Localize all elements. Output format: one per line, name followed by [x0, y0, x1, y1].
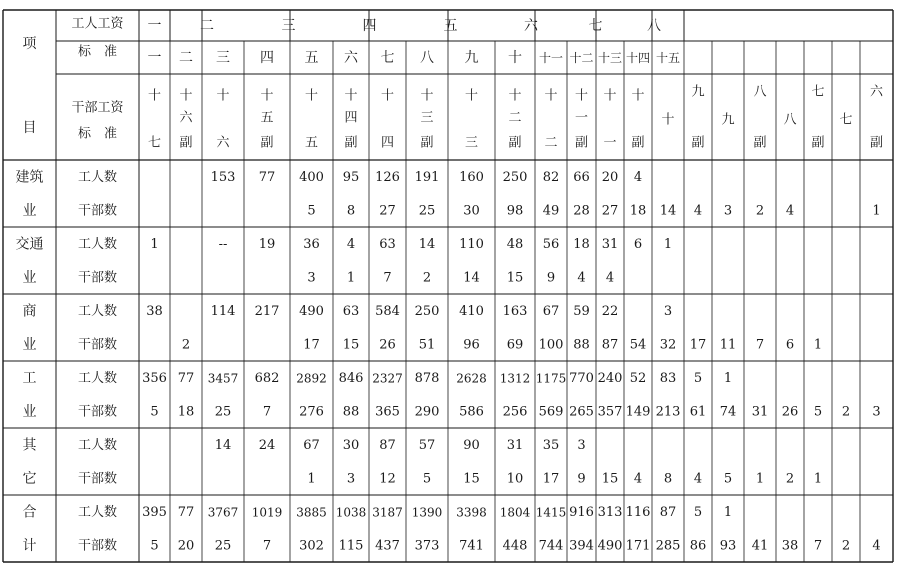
cadres-row-label: 干部数 — [77, 203, 118, 219]
cadre-grade-header: 十 — [147, 88, 162, 104]
sector-name: 业 — [22, 270, 37, 286]
sector-name: 建筑 — [15, 169, 44, 186]
cadre-count-cell: 4 — [605, 270, 615, 286]
cadre-count-cell: 6 — [785, 337, 795, 353]
cadre-count-cell: 5 — [307, 203, 316, 219]
cadres-row-label: 干部数 — [77, 404, 118, 420]
worker-grade-header: 一 — [147, 18, 162, 34]
cadre-count-cell: 20 — [177, 538, 195, 554]
worker-count-cell: 1019 — [251, 505, 283, 520]
worker-count-cell: 410 — [459, 304, 484, 319]
cadre-count-cell: 437 — [375, 538, 400, 554]
cadre-grade-header: 十 — [631, 88, 645, 104]
cadres-row-label: 干部数 — [77, 538, 118, 554]
worker-count-cell: 57 — [418, 438, 436, 453]
worker-count-cell: 20 — [601, 170, 619, 185]
cadre-count-cell: 5 — [422, 471, 432, 487]
worker-count-cell: 1 — [723, 371, 733, 386]
worker-count-cell: 87 — [659, 505, 677, 520]
worker-count-cell: 5 — [693, 505, 703, 520]
cadre-count-cell: 1 — [346, 270, 356, 286]
cadre-count-cell: 15 — [601, 471, 619, 487]
worker-count-cell: 1415 — [535, 505, 567, 520]
worker-count-cell: 95 — [342, 170, 360, 185]
cadre-count-cell: 15 — [342, 337, 360, 353]
cadre-grade-header: 副 — [344, 135, 358, 151]
cadre-count-cell: 96 — [463, 337, 480, 353]
worker-count-cell: 163 — [502, 304, 528, 319]
worker-count-cell: 59 — [573, 304, 590, 319]
worker-count-cell: 52 — [629, 371, 647, 386]
cadre-grade-header: 十 — [344, 88, 358, 104]
cadre-count-cell: 741 — [459, 538, 484, 554]
cadre-grade-header: 七 — [839, 112, 853, 128]
cadre-grade-header: 四 — [380, 135, 395, 151]
cadre-count-cell: 8 — [663, 471, 673, 487]
worker-count-cell: 18 — [573, 237, 590, 252]
cadre-count-cell: 586 — [459, 404, 484, 420]
cadre-grade-header: 七 — [147, 135, 162, 151]
workers-row-label: 工人数 — [77, 170, 118, 185]
cadre-count-cell: 93 — [719, 538, 737, 554]
cadre-grade-header: 一 — [574, 110, 589, 126]
sub-grade-header: 九 — [464, 50, 479, 66]
cadre-count-cell: 1 — [307, 471, 316, 487]
worker-count-cell: 77 — [177, 505, 195, 520]
worker-count-cell: 31 — [601, 237, 619, 252]
sub-grade-header: 十三 — [597, 51, 623, 65]
sub-grade-header: 一 — [147, 50, 162, 66]
cadre-count-cell: 15 — [506, 270, 524, 286]
worker-count-cell: 14 — [214, 438, 232, 453]
worker-standard-label: 工人工资 — [71, 16, 124, 32]
workers-row-label: 工人数 — [77, 505, 118, 520]
cadre-grade-header: 五 — [260, 110, 274, 126]
cadre-count-cell: 49 — [542, 203, 560, 219]
cadre-grade-header: 十 — [216, 88, 230, 104]
cadre-grade-header: 副 — [753, 135, 767, 151]
sector-name: 工 — [22, 370, 37, 387]
worker-count-cell: 66 — [573, 170, 590, 185]
cadre-count-cell: 17 — [542, 471, 560, 487]
cadre-count-cell: 265 — [569, 404, 594, 420]
worker-count-cell: 846 — [338, 371, 364, 386]
worker-count-cell: 356 — [142, 371, 167, 386]
sub-grade-header: 十 — [508, 50, 522, 66]
cadre-count-cell: 15 — [463, 471, 480, 487]
worker-count-cell: 916 — [569, 505, 594, 520]
cadre-grade-header: 三 — [420, 110, 434, 126]
cadre-grade-header: 七 — [811, 84, 825, 100]
worker-count-cell: 114 — [210, 304, 236, 319]
cadre-grade-header: 副 — [869, 135, 884, 151]
sub-grade-header: 八 — [420, 50, 434, 66]
cadre-count-cell: 38 — [781, 538, 799, 554]
sector-name: 业 — [22, 404, 37, 420]
cadre-count-cell: 14 — [463, 270, 480, 286]
worker-count-cell: 2628 — [456, 371, 487, 386]
worker-count-cell: 35 — [542, 438, 560, 453]
sub-grade-header: 六 — [344, 50, 358, 66]
cadre-count-cell: 26 — [379, 337, 396, 353]
worker-standard-label: 标 准 — [77, 44, 118, 60]
worker-count-cell: 67 — [303, 438, 320, 453]
worker-grade-header: 二 — [200, 18, 214, 34]
worker-count-cell: 1 — [723, 505, 733, 520]
worker-count-cell: 77 — [177, 371, 195, 386]
sector-name: 其 — [22, 437, 37, 454]
cadre-count-cell: 7 — [813, 538, 823, 554]
cadre-count-cell: 365 — [375, 404, 400, 420]
cadre-grade-header: 十 — [574, 88, 589, 104]
cadre-grade-header: 十 — [179, 88, 193, 104]
worker-count-cell: 19 — [258, 237, 276, 252]
cadre-grade-header: 四 — [344, 110, 358, 126]
cadre-grade-header: 二 — [544, 135, 558, 151]
worker-count-cell: 90 — [463, 438, 480, 453]
cadre-grade-header: 三 — [464, 135, 479, 151]
workers-row-label: 工人数 — [77, 438, 118, 453]
cadre-count-cell: 357 — [597, 404, 623, 420]
worker-count-cell: -- — [218, 237, 228, 252]
cadre-grade-header: 副 — [508, 135, 522, 151]
cadre-grade-header: 副 — [574, 135, 589, 151]
cadre-count-cell: 4 — [693, 203, 703, 219]
cadre-count-cell: 3 — [723, 203, 733, 219]
worker-count-cell: 56 — [542, 237, 560, 252]
worker-count-cell: 3457 — [207, 371, 239, 386]
cadre-grade-header: 八 — [783, 112, 797, 128]
cadre-count-cell: 17 — [689, 337, 707, 353]
sub-grade-header: 二 — [179, 50, 193, 66]
cadre-count-cell: 69 — [506, 337, 524, 353]
worker-count-cell: 1804 — [499, 505, 531, 520]
cadre-grade-header: 十 — [464, 88, 479, 104]
worker-count-cell: 63 — [379, 237, 396, 252]
cadre-count-cell: 100 — [538, 337, 564, 353]
cadre-count-cell: 74 — [719, 404, 737, 420]
worker-count-cell: 3 — [663, 304, 673, 319]
cadre-count-cell: 27 — [379, 203, 396, 219]
corner-label-top: 项 — [22, 36, 37, 52]
cadre-count-cell: 290 — [414, 404, 440, 420]
workers-row-label: 工人数 — [77, 237, 118, 252]
sub-grade-header: 十二 — [569, 51, 594, 65]
cadre-count-cell: 88 — [342, 404, 360, 420]
cadre-count-cell: 394 — [569, 538, 594, 554]
cadre-grade-header: 副 — [691, 135, 705, 151]
cadre-count-cell: 8 — [346, 203, 356, 219]
cadre-grade-header: 十 — [304, 88, 319, 104]
sector-name: 合 — [22, 504, 37, 521]
cadre-count-cell: 285 — [655, 538, 681, 554]
worker-count-cell: 31 — [506, 438, 524, 453]
worker-count-cell: 30 — [342, 438, 360, 453]
cadre-grade-header: 十 — [380, 88, 395, 104]
worker-count-cell: 584 — [375, 304, 400, 319]
cadre-count-cell: 744 — [538, 538, 564, 554]
cadre-count-cell: 41 — [751, 538, 769, 554]
cadre-count-cell: 7 — [262, 538, 272, 554]
cadre-grade-header: 副 — [811, 135, 825, 151]
cadre-count-cell: 373 — [414, 538, 440, 554]
worker-count-cell: 191 — [414, 170, 440, 185]
cadre-count-cell: 1 — [755, 471, 765, 487]
worker-count-cell: 1312 — [499, 371, 531, 386]
worker-count-cell: 1 — [663, 237, 673, 252]
cadre-count-cell: 26 — [781, 404, 799, 420]
worker-count-cell: 87 — [379, 438, 396, 453]
sub-grade-header: 十一 — [538, 51, 564, 65]
sector-name: 商 — [22, 303, 37, 320]
worker-count-cell: 83 — [659, 371, 677, 386]
cadre-count-cell: 2 — [181, 337, 191, 353]
cadre-count-cell: 2 — [841, 404, 851, 420]
cadre-count-cell: 569 — [538, 404, 564, 420]
cadre-count-cell: 7 — [755, 337, 765, 353]
cadre-grade-header: 二 — [508, 110, 522, 126]
cadre-count-cell: 86 — [689, 538, 707, 554]
worker-count-cell: 1175 — [535, 371, 567, 386]
cadres-row-label: 干部数 — [77, 471, 118, 487]
sector-name: 计 — [22, 538, 37, 554]
worker-count-cell: 217 — [254, 304, 280, 319]
cadre-count-cell: 11 — [719, 337, 737, 353]
worker-count-cell: 3 — [577, 438, 586, 453]
cadre-count-cell: 14 — [659, 203, 677, 219]
worker-count-cell: 110 — [459, 237, 484, 252]
cadres-row-label: 干部数 — [77, 270, 118, 286]
worker-count-cell: 2327 — [372, 371, 403, 386]
cadre-grade-header: 九 — [691, 84, 705, 100]
workers-row-label: 工人数 — [77, 371, 118, 386]
cadre-count-cell: 25 — [214, 404, 232, 420]
sub-grade-header: 三 — [216, 50, 230, 66]
worker-count-cell: 116 — [625, 505, 651, 520]
worker-count-cell: 240 — [597, 371, 623, 386]
cadre-count-cell: 4 — [693, 471, 703, 487]
cadre-count-cell: 98 — [506, 203, 524, 219]
cadre-grade-header: 十 — [508, 88, 522, 104]
cadre-grade-header: 十 — [603, 88, 617, 104]
worker-count-cell: 24 — [258, 438, 276, 453]
worker-grade-header: 三 — [281, 18, 296, 34]
cadre-count-cell: 3 — [307, 270, 316, 286]
worker-count-cell: 400 — [299, 170, 324, 185]
cadre-count-cell: 51 — [418, 337, 436, 353]
worker-count-cell: 48 — [506, 237, 524, 252]
worker-count-cell: 4 — [633, 170, 643, 185]
cadre-count-cell: 30 — [463, 203, 480, 219]
cadre-count-cell: 18 — [177, 404, 195, 420]
cadre-count-cell: 9 — [577, 471, 586, 487]
cadre-grade-header: 九 — [721, 112, 735, 128]
worker-count-cell: 3398 — [456, 505, 487, 520]
worker-count-cell: 2892 — [296, 371, 327, 386]
sector-name: 它 — [22, 471, 37, 487]
sub-grade-header: 十四 — [625, 51, 651, 65]
cadre-count-cell: 31 — [751, 404, 769, 420]
cadre-count-cell: 32 — [659, 337, 677, 353]
cadre-count-cell: 448 — [502, 538, 528, 554]
cadre-count-cell: 7 — [383, 270, 392, 286]
sector-name: 业 — [22, 337, 37, 353]
cadre-count-cell: 1 — [813, 471, 823, 487]
cadre-count-cell: 1 — [872, 203, 881, 219]
corner-label-bottom: 目 — [22, 120, 37, 136]
worker-count-cell: 3767 — [207, 505, 239, 520]
cadre-grade-header: 五 — [304, 135, 319, 151]
cadre-count-cell: 4 — [577, 270, 586, 286]
sub-grade-header: 十五 — [655, 51, 681, 65]
worker-count-cell: 1390 — [411, 505, 443, 520]
cadre-count-cell: 5 — [150, 538, 159, 554]
cadre-count-cell: 2 — [785, 471, 795, 487]
cadre-count-cell: 12 — [379, 471, 396, 487]
worker-count-cell: 250 — [502, 170, 528, 185]
cadre-count-cell: 27 — [601, 203, 619, 219]
worker-count-cell: 160 — [459, 170, 484, 185]
worker-count-cell: 63 — [342, 304, 360, 319]
worker-count-cell: 878 — [414, 371, 440, 386]
cadre-count-cell: 213 — [655, 404, 681, 420]
cadre-count-cell: 490 — [597, 538, 623, 554]
worker-count-cell: 1 — [150, 237, 159, 252]
worker-grade-header: 四 — [362, 18, 377, 34]
cadre-count-cell: 4 — [785, 203, 795, 219]
sub-grade-header: 七 — [380, 50, 395, 66]
cadre-count-cell: 4 — [633, 471, 643, 487]
cadre-count-cell: 276 — [299, 404, 324, 420]
worker-count-cell: 5 — [693, 371, 703, 386]
cadre-count-cell: 18 — [629, 203, 647, 219]
cadre-count-cell: 3 — [872, 404, 881, 420]
worker-count-cell: 1038 — [335, 505, 367, 520]
worker-count-cell: 67 — [542, 304, 560, 319]
worker-count-cell: 153 — [210, 170, 236, 185]
cadre-grade-header: 十 — [420, 88, 434, 104]
cadre-count-cell: 10 — [506, 471, 524, 487]
worker-count-cell: 22 — [601, 304, 619, 319]
worker-grade-header: 五 — [443, 18, 458, 34]
worker-count-cell: 82 — [542, 170, 560, 185]
cadre-count-cell: 2 — [422, 270, 432, 286]
sub-grade-header: 五 — [304, 50, 319, 66]
cadre-count-cell: 149 — [625, 404, 651, 420]
worker-count-cell: 4 — [346, 237, 356, 252]
cadre-grade-header: 六 — [216, 135, 230, 151]
worker-count-cell: 250 — [414, 304, 440, 319]
cadre-count-cell: 4 — [872, 538, 881, 554]
cadre-count-cell: 5 — [723, 471, 733, 487]
worker-count-cell: 770 — [569, 371, 594, 386]
cadre-count-cell: 7 — [262, 404, 272, 420]
cadre-count-cell: 256 — [502, 404, 528, 420]
cadre-grade-header: 副 — [179, 135, 193, 151]
sector-name: 交通 — [15, 236, 44, 253]
worker-count-cell: 14 — [418, 237, 436, 252]
worker-count-cell: 490 — [299, 304, 324, 319]
cadre-standard-label: 干部工资 — [71, 100, 124, 116]
worker-count-cell: 3885 — [296, 505, 327, 520]
worker-count-cell: 126 — [375, 170, 400, 185]
cadre-count-cell: 302 — [299, 538, 324, 554]
cadre-grade-header: 六 — [869, 84, 884, 100]
cadre-count-cell: 87 — [601, 337, 619, 353]
cadre-count-cell: 171 — [625, 538, 651, 554]
cadre-grade-header: 十 — [260, 88, 274, 104]
cadre-grade-header: 副 — [260, 135, 274, 151]
cadre-count-cell: 9 — [546, 270, 556, 286]
sector-name: 业 — [22, 203, 37, 219]
cadres-row-label: 干部数 — [77, 337, 118, 353]
worker-count-cell: 6 — [633, 237, 643, 252]
worker-grade-header: 六 — [524, 18, 538, 34]
cadre-count-cell: 115 — [338, 538, 364, 554]
cadre-count-cell: 25 — [214, 538, 232, 554]
cadre-count-cell: 5 — [150, 404, 159, 420]
cadre-count-cell: 5 — [813, 404, 823, 420]
cadre-grade-header: 十 — [544, 88, 558, 104]
worker-grade-header: 七 — [588, 18, 603, 34]
worker-count-cell: 682 — [254, 371, 280, 386]
cadre-grade-header: 副 — [420, 135, 434, 151]
cadre-count-cell: 2 — [841, 538, 851, 554]
cadre-grade-header: 八 — [753, 84, 767, 100]
worker-count-cell: 313 — [597, 505, 623, 520]
worker-count-cell: 38 — [146, 304, 163, 319]
cadre-count-cell: 28 — [573, 203, 590, 219]
cadre-grade-header: 十 — [661, 112, 675, 128]
worker-count-cell: 36 — [303, 237, 320, 252]
cadre-count-cell: 1 — [813, 337, 823, 353]
cadre-count-cell: 2 — [755, 203, 765, 219]
worker-count-cell: 3187 — [372, 505, 403, 520]
workers-row-label: 工人数 — [77, 304, 118, 319]
cadre-grade-header: 副 — [631, 135, 645, 151]
cadre-grade-header: 一 — [603, 135, 617, 151]
cadre-grade-header: 六 — [179, 110, 193, 126]
worker-count-cell: 77 — [258, 170, 276, 185]
worker-count-cell: 395 — [142, 505, 167, 520]
cadre-count-cell: 3 — [346, 471, 356, 487]
cadre-count-cell: 17 — [303, 337, 320, 353]
worker-grade-header: 八 — [647, 18, 661, 34]
sub-grade-header: 四 — [260, 50, 274, 66]
cadre-standard-label: 标 准 — [77, 126, 118, 142]
cadre-count-cell: 54 — [629, 337, 647, 353]
cadre-count-cell: 61 — [689, 404, 707, 420]
cadre-count-cell: 88 — [573, 337, 590, 353]
cadre-count-cell: 25 — [418, 203, 436, 219]
